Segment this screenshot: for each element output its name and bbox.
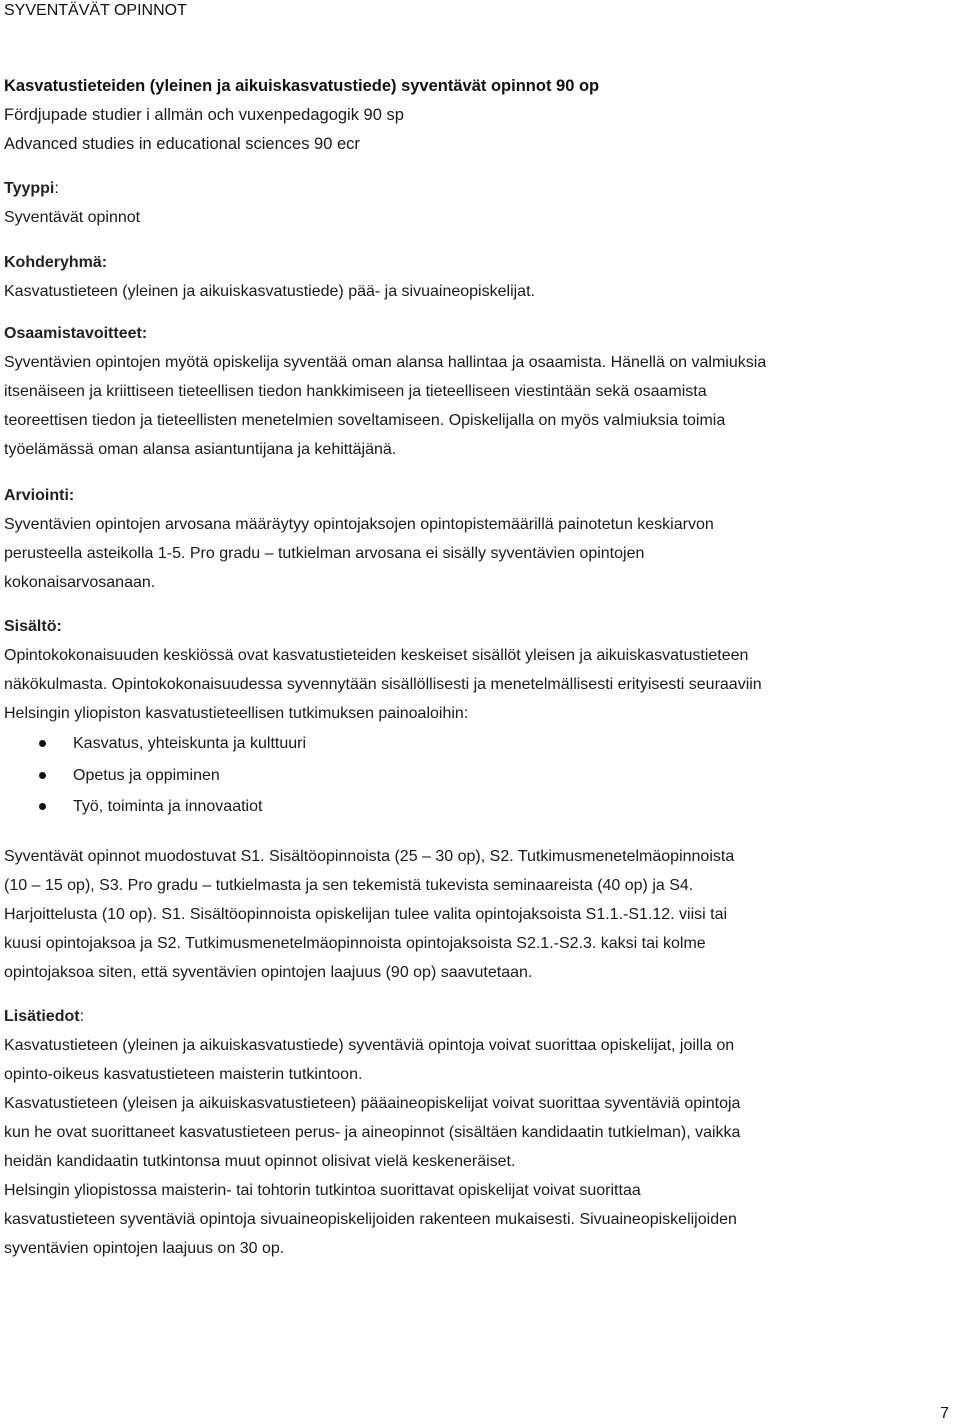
list-item-text: Opetus ja oppiminen [73,766,220,784]
bullet-icon [39,803,46,810]
list-item [4,760,949,792]
sisalto-line: näkökulmasta. Opintokokonaisuudessa syvennytään sisällöllisesti ja menetelmällisesti erityisesti seuraaviin [4,676,762,693]
arviointi-line: kokonaisarvosanaan. [4,574,156,591]
sisalto-line: Opintokokonaisuuden keskiössä ovat kasvatustieteiden keskeiset sisällöt yleisen ja aikuiskasvatustieteen [4,647,749,664]
lisatiedot-line: Kasvatustieteen (yleinen ja aikuiskasvatustiede) syventäviä opintoja voivat suorittaa opiskelijat, joilla on [4,1037,735,1054]
section-sisalto [4,612,949,823]
tyyppi-label: Tyyppi [4,180,55,197]
section-osaamistavoitteet [4,319,949,464]
bullet-icon [39,772,46,779]
lisatiedot-line: syventävien opintojen laajuus on 30 op. [4,1240,285,1257]
section-lisatiedot [4,1002,949,1263]
lisatiedot-line: Helsingin yliopistossa maisterin- tai tohtorin tutkintoa suorittavat opiskelijat voivat suorittaa [4,1182,641,1199]
section-tyyppi [4,174,949,232]
module-title-en: Advanced studies in educational sciences 90 ecr [4,135,360,153]
sisalto-label: Sisältö: [4,618,62,635]
lisatiedot-line: kun he ovat suorittaneet kasvatustieteen perus- ja aineopinnot (sisältäen kandidaatin tutkielman), vaikka [4,1124,741,1141]
module-title-fi: Kasvatustieteiden (yleinen ja aikuiskasvatustiede) syventävät opinnot 90 op [4,77,600,95]
list-item [4,791,949,823]
arviointi-label: Arviointi: [4,487,75,504]
lisatiedot-line: kasvatustieteen syventäviä opintoja sivuaineopiskelijoiden rakenteen mukaisesti. Sivuaineopiskelijoiden [4,1211,737,1228]
kohderyhma-label: Kohderyhmä: [4,254,108,271]
structure-line: Harjoittelusta (10 op). S1. Sisältöopinnoista opiskelijan tulee valita opintojaksoista S1.1.-S1.12. viisi tai [4,906,728,923]
focus-area-list [4,728,949,823]
lisatiedot-colon: : [79,1008,85,1025]
structure-line: (10 – 15 op), S3. Pro gradu – tutkielmasta ja sen tekemistä tukevista seminaareista (40 op) ja S4. [4,877,694,894]
lisatiedot-label: Lisätiedot [4,1008,80,1025]
sisalto-line: Helsingin yliopiston kasvatustieteellisen tutkimuksen painoaloihin: [4,705,469,722]
kohderyhma-value: Kasvatustieteen (yleinen ja aikuiskasvatustiede) pää- ja sivuaineopiskelijat. [4,283,535,300]
structure-line: Syventävät opinnot muodostuvat S1. Sisältöopinnoista (25 – 30 op), S2. Tutkimusmenetelmäopinnoista [4,848,735,865]
structure-line: kuusi opintojaksoa ja S2. Tutkimusmenetelmäopinnoista opintojaksoista S2.1.-S2.3. kaksi tai kolme [4,935,706,952]
structure-line: opintojaksoa siten, että syventävien opintojen laajuus (90 op) saavutetaan. [4,964,533,981]
list-item-text: Kasvatus, yhteiskunta ja kulttuuri [73,735,307,752]
study-module-heading [4,72,599,159]
section-structure [4,842,949,987]
osaamistavoitteet-line: työelämässä oman alansa asiantuntijana ja kehittäjänä. [4,441,397,458]
list-item [4,728,949,760]
lisatiedot-line: opinto-oikeus kasvatustieteen maisterin tutkintoon. [4,1066,363,1083]
section-kohderyhma [4,248,949,306]
arviointi-line: Syventävien opintojen arvosana määräytyy opintojaksojen opintopistemäärillä painotetun keskiarvon [4,516,714,533]
page-number: 7 [940,1405,949,1422]
osaamistavoitteet-line: Syventävien opintojen myötä opiskelija syventää oman alansa hallintaa ja osaamista. Hänellä on valmiuksia [4,354,767,371]
list-item-text: Työ, toiminta ja innovaatiot [73,798,263,815]
osaamistavoitteet-label: Osaamistavoitteet: [4,325,148,342]
section-arviointi [4,481,949,597]
module-title-sv: Fördjupade studier i allmän och vuxenpedagogik 90 sp [4,106,404,124]
arviointi-line: perusteella asteikolla 1-5. Pro gradu – tutkielman arvosana ei sisälly syventävien opintojen [4,545,645,562]
bullet-icon [39,740,46,747]
lisatiedot-line: heidän kandidaatin tutkintonsa muut opinnot olisivat vielä keskeneräiset. [4,1153,516,1170]
tyyppi-value: Syventävät opinnot [4,209,141,226]
tyyppi-colon: : [54,180,59,197]
lisatiedot-line: Kasvatustieteen (yleisen ja aikuiskasvatustieteen) pääaineopiskelijat voivat suorittaa syventäviä opintoja [4,1095,741,1112]
osaamistavoitteet-line: itsenäiseen ja kriittiseen tieteellisen tiedon hankkimiseen ja tieteelliseen viestintään sekä osaamista [4,383,707,400]
document-title: SYVENTÄVÄT OPINNOT [4,2,187,19]
osaamistavoitteet-line: teoreettisen tiedon ja tieteellisten menetelmien soveltamiseen. Opiskelijalla on myös valmiuksia toimia [4,412,726,429]
